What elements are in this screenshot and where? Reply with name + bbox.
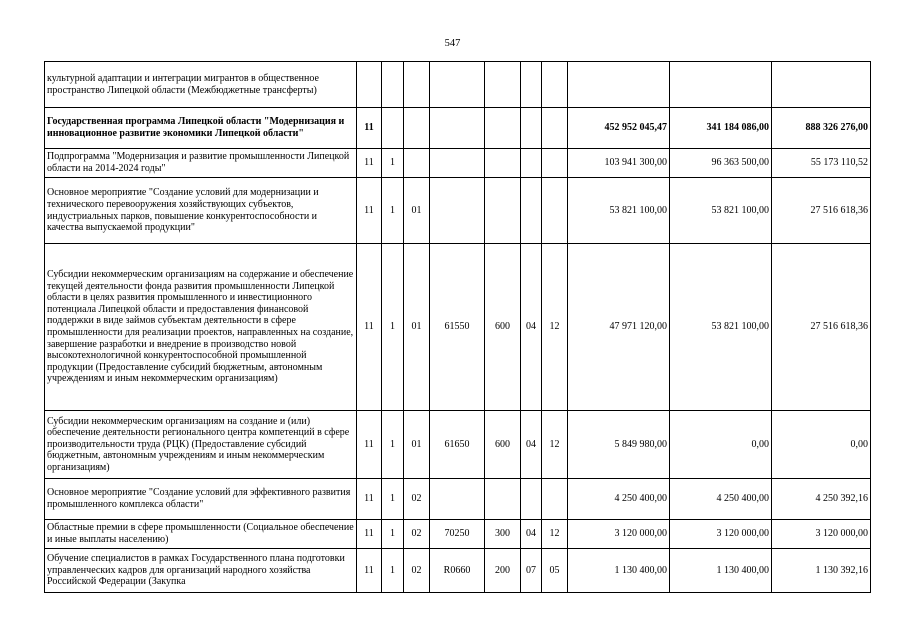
- cell-vr: 200: [485, 549, 521, 593]
- cell-om: 01: [404, 178, 430, 244]
- table-row: [45, 244, 871, 411]
- row-name: Областные премии в сфере промышленности (Социальное обеспечение и иные выплаты населению): [45, 520, 357, 549]
- cell-year3: 0,00: [772, 411, 871, 479]
- cell-pr: [542, 479, 568, 520]
- table-row: [45, 62, 871, 108]
- row-name: Субсидии некоммерческим организациям на содержание и обеспечение текущей деятельности фонда развития промышленности Липецкой области в целях развития промышленного и инвестиционного потенциала Липецкой области и предоставления финансовой поддержки в виде займов субъектам деятельности в сфере промышленности для реализации проектов, направленных на создание, завершение разработки и внедрение в производство новой высокотехнологичной конкурентоспособной промышленной продукции (Предоставление субсидий бюджетным, автономным учреждениям и иным некоммерческим организациям): [45, 244, 357, 411]
- cell-pp: 1: [382, 411, 404, 479]
- cell-dir: 61650: [430, 411, 485, 479]
- row-name: Основное мероприятие "Создание условий для модернизации и технического перевооружения хозяйствующих субъектов, индустриальных парков, повышение конкурентоспособности и качества выпускаемой продукции": [45, 178, 357, 244]
- cell-pp: 1: [382, 549, 404, 593]
- cell-rz: 04: [521, 520, 542, 549]
- cell-rz: [521, 62, 542, 108]
- cell-dir: [430, 108, 485, 149]
- cell-gp: 11: [357, 108, 382, 149]
- row-name: Субсидии некоммерческим организациям на создание и (или) обеспечение деятельности регионального центра компетенций в сфере производительности труда (РЦК) (Предоставление субсидий бюджетным, автономным учреждениям и иным некоммерческим организациям): [45, 411, 357, 479]
- cell-year2: 4 250 400,00: [670, 479, 772, 520]
- cell-om: 02: [404, 549, 430, 593]
- cell-year3: 55 173 110,52: [772, 149, 871, 178]
- cell-year3: 27 516 618,36: [772, 178, 871, 244]
- cell-vr: [485, 62, 521, 108]
- cell-year2: 341 184 086,00: [670, 108, 772, 149]
- page-number: 547: [444, 38, 461, 49]
- cell-year1: 452 952 045,47: [568, 108, 670, 149]
- cell-dir: [430, 149, 485, 178]
- cell-gp: 11: [357, 411, 382, 479]
- cell-year2: 96 363 500,00: [670, 149, 772, 178]
- cell-year2: 53 821 100,00: [670, 178, 772, 244]
- table-row: [45, 549, 871, 593]
- cell-pr: 12: [542, 411, 568, 479]
- cell-gp: 11: [357, 549, 382, 593]
- cell-vr: [485, 149, 521, 178]
- cell-vr: 600: [485, 411, 521, 479]
- cell-year1: 5 849 980,00: [568, 411, 670, 479]
- cell-dir: R0660: [430, 549, 485, 593]
- cell-pr: [542, 149, 568, 178]
- cell-pp: 1: [382, 479, 404, 520]
- cell-year3: 3 120 000,00: [772, 520, 871, 549]
- cell-year1: 3 120 000,00: [568, 520, 670, 549]
- cell-year2: [670, 62, 772, 108]
- cell-vr: [485, 479, 521, 520]
- cell-vr: 300: [485, 520, 521, 549]
- cell-gp: 11: [357, 520, 382, 549]
- cell-pp: 1: [382, 520, 404, 549]
- cell-pr: 12: [542, 520, 568, 549]
- cell-rz: [521, 108, 542, 149]
- cell-gp: 11: [357, 479, 382, 520]
- cell-rz: [521, 178, 542, 244]
- cell-year2: 53 821 100,00: [670, 244, 772, 411]
- table-row: [45, 520, 871, 549]
- row-name: Основное мероприятие "Создание условий для эффективного развития промышленного комплекса области": [45, 479, 357, 520]
- cell-year3: 4 250 392,16: [772, 479, 871, 520]
- row-name: культурной адаптации и интеграции мигрантов в общественное пространство Липецкой области (Межбюджетные трансферты): [45, 62, 357, 108]
- cell-dir: [430, 479, 485, 520]
- cell-pr: 12: [542, 244, 568, 411]
- cell-dir: 70250: [430, 520, 485, 549]
- cell-om: [404, 108, 430, 149]
- cell-dir: [430, 62, 485, 108]
- cell-pp: [382, 108, 404, 149]
- cell-pp: [382, 62, 404, 108]
- cell-om: [404, 149, 430, 178]
- cell-year3: 1 130 392,16: [772, 549, 871, 593]
- cell-om: 02: [404, 479, 430, 520]
- row-name: Обучение специалистов в рамках Государственного плана подготовки управленческих кадров для организаций народного хозяйства Российской Федерации (Закупка: [45, 549, 357, 593]
- table-row: [45, 479, 871, 520]
- cell-pr: [542, 178, 568, 244]
- table-row: [45, 149, 871, 178]
- cell-pp: 1: [382, 149, 404, 178]
- cell-gp: 11: [357, 178, 382, 244]
- cell-year1: 4 250 400,00: [568, 479, 670, 520]
- cell-rz: [521, 479, 542, 520]
- table-row: [45, 108, 871, 149]
- cell-pr: 05: [542, 549, 568, 593]
- cell-year1: 53 821 100,00: [568, 178, 670, 244]
- row-name: Государственная программа Липецкой области "Модернизация и инновационное развитие экономики Липецкой области": [45, 108, 357, 149]
- cell-vr: [485, 178, 521, 244]
- cell-pp: 1: [382, 244, 404, 411]
- table-row: [45, 178, 871, 244]
- cell-year1: 47 971 120,00: [568, 244, 670, 411]
- cell-pp: 1: [382, 178, 404, 244]
- cell-rz: [521, 149, 542, 178]
- cell-pr: [542, 62, 568, 108]
- cell-om: 01: [404, 411, 430, 479]
- cell-year1: 1 130 400,00: [568, 549, 670, 593]
- cell-year2: 3 120 000,00: [670, 520, 772, 549]
- cell-gp: 11: [357, 244, 382, 411]
- row-name: Подпрограмма "Модернизация и развитие промышленности Липецкой области на 2014-2024 годы": [45, 149, 357, 178]
- cell-year2: 0,00: [670, 411, 772, 479]
- cell-year1: [568, 62, 670, 108]
- cell-rz: 04: [521, 411, 542, 479]
- cell-dir: 61550: [430, 244, 485, 411]
- cell-gp: 11: [357, 149, 382, 178]
- cell-rz: 04: [521, 244, 542, 411]
- cell-year3: [772, 62, 871, 108]
- cell-year3: 27 516 618,36: [772, 244, 871, 411]
- cell-om: 02: [404, 520, 430, 549]
- cell-year2: 1 130 400,00: [670, 549, 772, 593]
- cell-dir: [430, 178, 485, 244]
- cell-vr: [485, 108, 521, 149]
- cell-year3: 888 326 276,00: [772, 108, 871, 149]
- cell-om: 01: [404, 244, 430, 411]
- cell-om: [404, 62, 430, 108]
- cell-year1: 103 941 300,00: [568, 149, 670, 178]
- budget-table: [44, 61, 871, 593]
- cell-pr: [542, 108, 568, 149]
- table-row: [45, 411, 871, 479]
- cell-rz: 07: [521, 549, 542, 593]
- cell-gp: [357, 62, 382, 108]
- cell-vr: 600: [485, 244, 521, 411]
